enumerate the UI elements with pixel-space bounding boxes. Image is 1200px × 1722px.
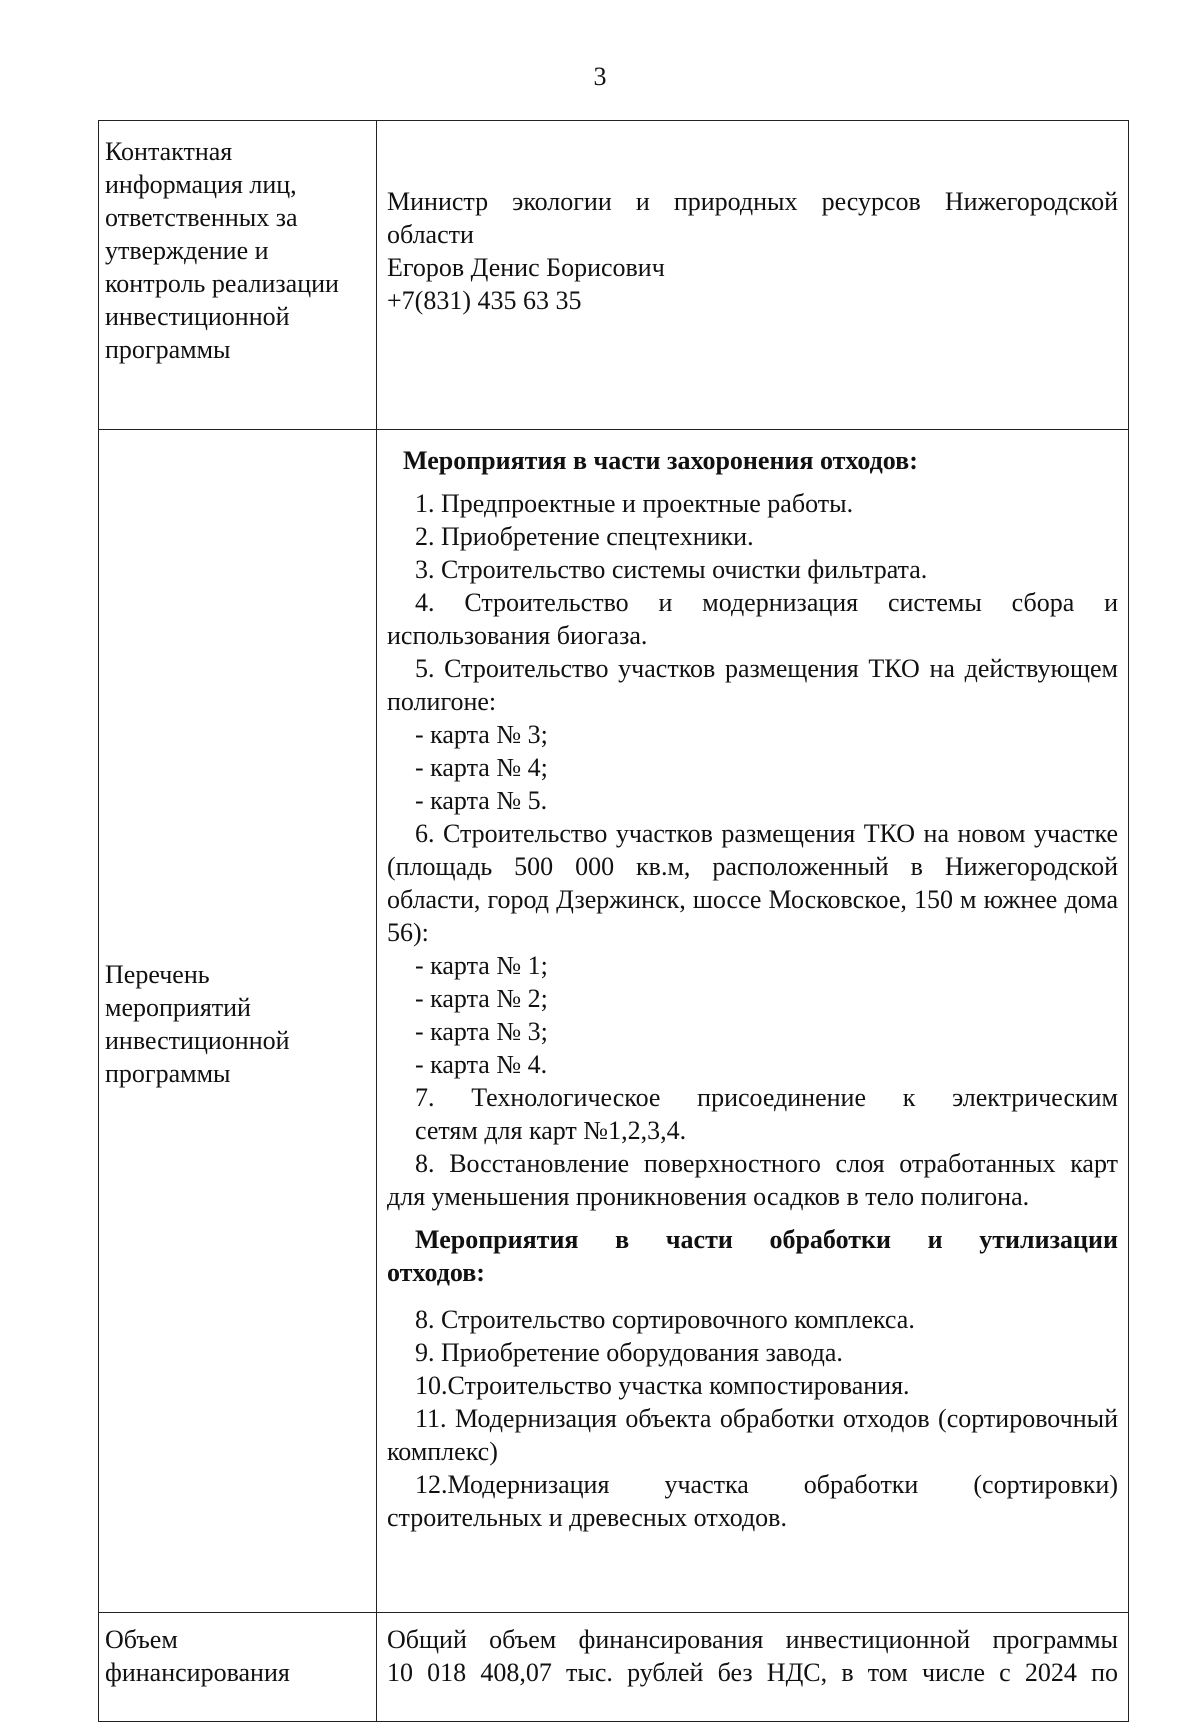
list-item: 10.Строительство участка компостирования. (415, 1371, 910, 1400)
measures-value-cell (377, 430, 1129, 1613)
list-item: 9. Приобретение оборудования завода. (415, 1338, 843, 1367)
finance-label-line: Объем (105, 1625, 178, 1654)
section-heading-processing (387, 1223, 1118, 1289)
finance-label-line: финансирования (105, 1658, 290, 1687)
list-item: 3. Строительство системы очистки фильтрата. (415, 555, 928, 584)
list-item: 6. Строительство участков размещения ТКО на новом участке (площадь 500 000 кв.м, расположенный в Нижегородской области, город Дзержинск, шоссе Московское, 150 м южнее дома 56): (387, 819, 1118, 947)
list-item: 1. Предпроектные и проектные работы. (415, 489, 854, 518)
measures-label-line: инвестиционной (105, 1026, 290, 1055)
contact-phone: +7(831) 435 63 35 (387, 286, 582, 315)
section-heading-disposal: Мероприятия в части захоронения отходов: (403, 446, 918, 475)
contacts-label-line: инвестиционной (105, 302, 290, 331)
contacts-label-line: информация лиц, (105, 170, 297, 199)
contacts-label-cell (99, 121, 377, 430)
map-item: - карта № 5. (415, 786, 548, 815)
list-item: 8. Строительство сортировочного комплекса. (415, 1305, 915, 1334)
contacts-label-line: ответственных за (105, 203, 298, 232)
list-item-text: 7. Технологическое присоединение к электрическим (415, 1083, 1118, 1112)
map-item: - карта № 3; (415, 1017, 548, 1046)
contact-person-name: Егоров Денис Борисович (387, 253, 665, 282)
list-item: 11. Модернизация объекта обработки отходов (сортировочный комплекс) (387, 1404, 1118, 1466)
table-row-measures (99, 430, 1129, 1613)
map-item: - карта № 4. (415, 1050, 548, 1079)
contacts-label-line: утверждение и (105, 236, 269, 265)
investment-program-table (98, 120, 1129, 1722)
map-item: - карта № 1; (415, 951, 548, 980)
measures-label-cell (99, 430, 377, 1613)
contact-position: Министр экологии и природных ресурсов Нижегородской (387, 187, 1118, 216)
map-item: - карта № 3; (415, 720, 548, 749)
list-item: 4. Строительство и модернизация системы сбора и использования биогаза. (387, 588, 1118, 650)
list-item: 12.Модернизация участка обработки (сортировки) строительных и древесных отходов. (387, 1470, 1118, 1532)
section-heading-line: отходов: (387, 1258, 485, 1287)
finance-text-line: 10 018 408,07 тыс. рублей без НДС, в том числе с 2024 по (387, 1658, 1118, 1687)
list-item-line: сетям для карт №1,2,3,4. (415, 1116, 687, 1145)
table-row-contacts (99, 121, 1129, 430)
measures-label-line: мероприятий (105, 993, 251, 1022)
finance-label-cell (99, 1613, 377, 1722)
finance-text-line: Общий объем финансирования инвестиционной программы (387, 1625, 1118, 1654)
contacts-label-line: Контактная (105, 137, 233, 166)
measures-label-line: Перечень (105, 960, 210, 989)
contacts-label-line: программы (105, 335, 231, 364)
page-number: 3 (593, 62, 607, 91)
list-item: 8. Восстановление поверхностного слоя отработанных карт для уменьшения проникновения осадков в тело полигона. (387, 1149, 1118, 1211)
list-item: 2. Приобретение спецтехники. (415, 522, 754, 551)
contact-position-continued: области (387, 220, 474, 249)
cell-spacer (387, 1534, 1118, 1564)
finance-value-cell (377, 1613, 1129, 1722)
table-row-finance (99, 1613, 1129, 1722)
contacts-value-cell (377, 121, 1129, 430)
map-item: - карта № 4; (415, 753, 548, 782)
contacts-label-line: контроль реализации (105, 269, 339, 298)
measures-label-line: программы (105, 1059, 231, 1088)
map-item: - карта № 2; (415, 984, 548, 1013)
section-heading-line: Мероприятия в части обработки и утилизации (415, 1225, 1118, 1254)
list-item: 5. Строительство участков размещения ТКО на действующем полигоне: (387, 654, 1118, 716)
list-item-line (387, 1081, 1118, 1114)
